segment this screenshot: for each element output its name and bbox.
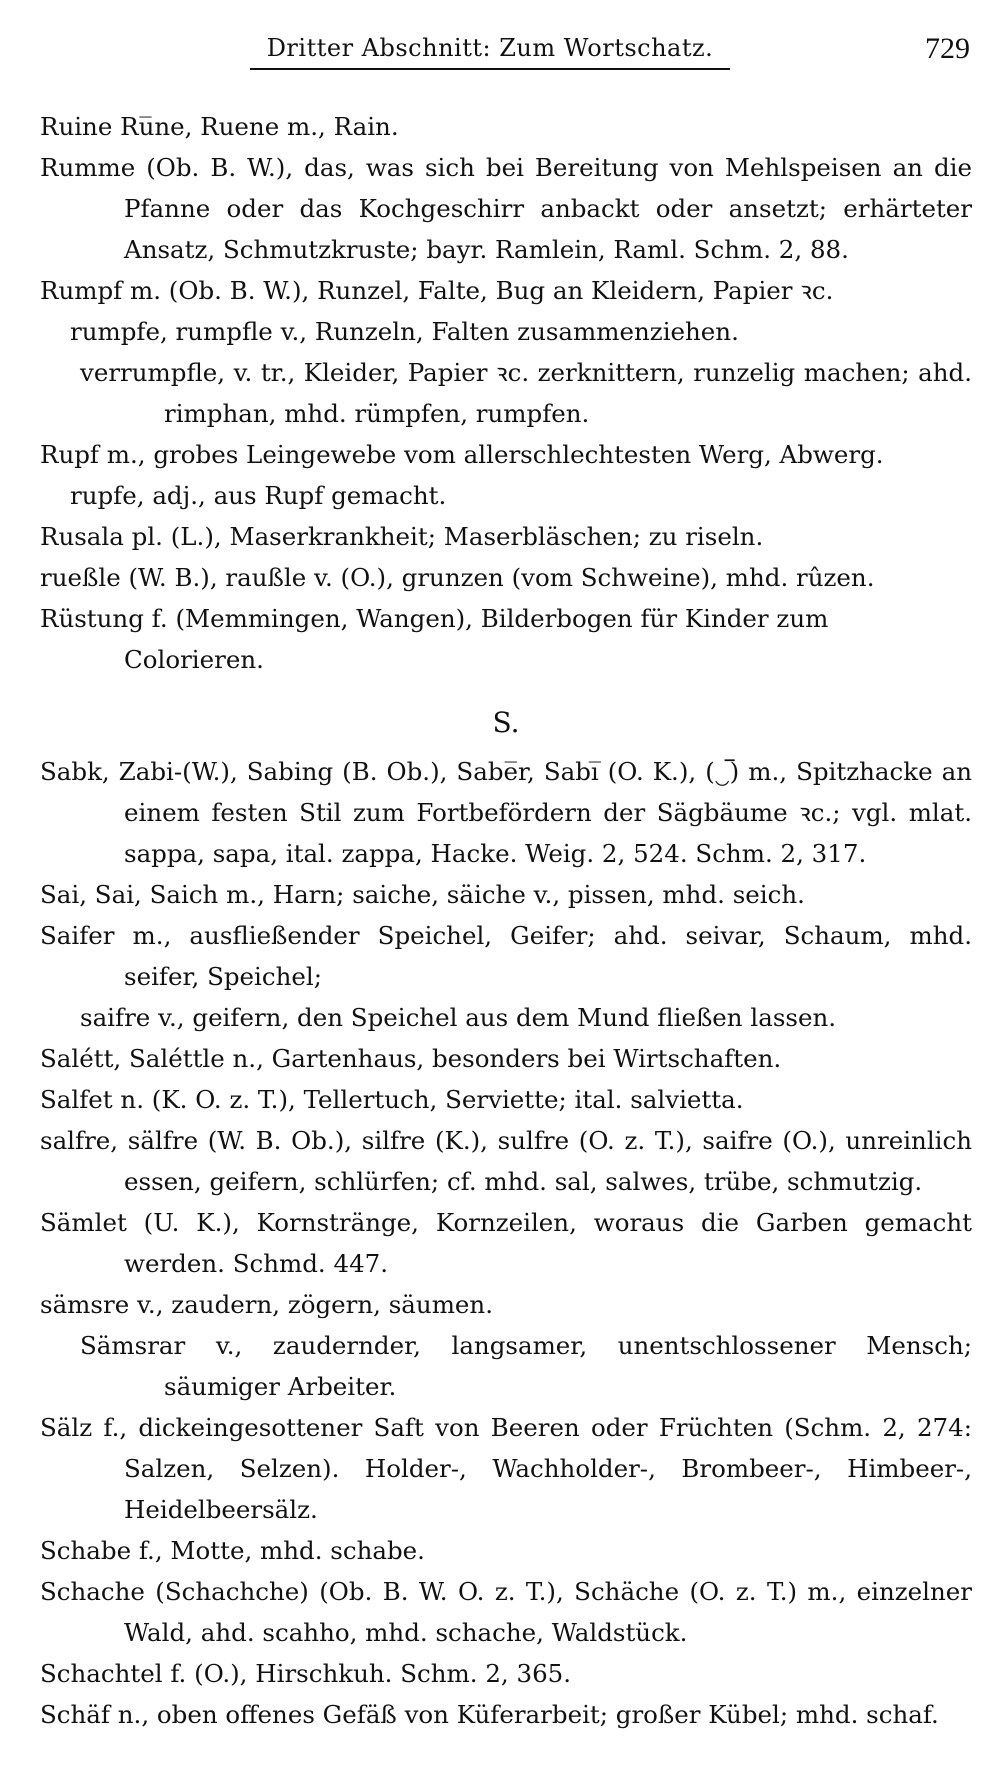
entry-sabk: Sabk, Zabi-(W.), Sabing (B. Ob.), Sabe̅r, Sabi̅ (O. K.), (‿̅) m., Spitzhacke an einem festen Stil zum Fortbefördern der Sägbäume ꝛc.; vgl. mlat. sappa, sapa, ital. zappa, Hacke. Weig. 2, 524. Schm. 2, 317. bbox=[40, 757, 972, 868]
subentry-verrumpfle: verrumpfle, v. tr., Kleider, Papier ꝛc. zerknittern, runzelig machen; ahd. rimphan, mhd. rümpfen, rumpfen. bbox=[80, 358, 972, 428]
subentry-saifre: saifre v., geifern, den Speichel aus dem Mund fließen lassen. bbox=[80, 1003, 837, 1032]
entry-salfet: Salfet n. (K. O. z. T.), Tellertuch, Serviette; ital. salvietta. bbox=[40, 1085, 744, 1114]
entry-rumpf: Rumpf m. (Ob. B. W.), Runzel, Falte, Bug an Kleidern, Papier ꝛc. bbox=[40, 276, 834, 305]
section-letter-s: S. bbox=[492, 706, 520, 739]
subentry-rumpfe: rumpfe, rumpfle v., Runzeln, Falten zusammenziehen. bbox=[70, 317, 739, 346]
running-title: Dritter Abschnitt: Zum Wortschatz. bbox=[250, 34, 730, 70]
entry-schabe: Schabe f., Motte, mhd. schabe. bbox=[40, 1536, 425, 1565]
entry-saifer: Saifer m., ausfließender Speichel, Geifer; ahd. seivar, Schaum, mhd. seifer, Speichel; bbox=[40, 921, 972, 991]
entry-schachtel: Schachtel f. (O.), Hirschkuh. Schm. 2, 365. bbox=[40, 1659, 572, 1688]
page-number: 729 bbox=[925, 32, 970, 65]
entry-ruine: Ruine Ru̅ne, Ruene m., Rain. bbox=[40, 112, 399, 141]
entry-ruestung: Rüstung f. (Memmingen, Wangen), Bilderbogen für Kinder zum Colorieren. bbox=[40, 604, 829, 674]
entry-saelz: Sälz f., dickeingesottener Saft von Beeren oder Früchten (Schm. 2, 274: Salzen, Selzen). Holder-, Wachholder-, Brombeer-, Himbeer-, Heidelbeersälz. bbox=[40, 1413, 972, 1524]
entry-rusala: Rusala pl. (L.), Maserkrankheit; Maserbläschen; zu riseln. bbox=[40, 522, 764, 551]
subentry-rupfe: rupfe, adj., aus Rupf gemacht. bbox=[70, 481, 447, 510]
entry-ruessle: rueßle (W. B.), raußle v. (O.), grunzen (vom Schweine), mhd. rûzen. bbox=[40, 563, 875, 592]
entry-saemsre: sämsre v., zaudern, zögern, säumen. bbox=[40, 1290, 493, 1319]
subentry-saemsrar: Sämsrar v., zaudernder, langsamer, unentschlossener Mensch; säumiger Arbeiter. bbox=[80, 1331, 972, 1401]
entry-salfre: salfre, sälfre (W. B. Ob.), silfre (K.), sulfre (O. z. T.), saifre (O.), unreinlich essen, geifern, schlürfen; cf. mhd. sal, salwes, trübe, schmutzig. bbox=[40, 1126, 972, 1196]
entry-schaef: Schäf n., oben offenes Gefäß von Küferarbeit; großer Kübel; mhd. schaf. bbox=[40, 1700, 939, 1729]
entry-schache: Schache (Schachche) (Ob. B. W. O. z. T.), Schäche (O. z. T.) m., einzelner Wald, ahd. scahho, mhd. schache, Waldstück. bbox=[40, 1577, 972, 1647]
entry-salett: Salétt, Saléttle n., Gartenhaus, besonders bei Wirtschaften. bbox=[40, 1044, 782, 1073]
entry-rumme: Rumme (Ob. B. W.), das, was sich bei Bereitung von Mehlspeisen an die Pfanne oder das Kochgeschirr anbackt oder ansetzt; erhärteter Ansatz, Schmutzkruste; bayr. Ramlein, Raml. Schm. 2, 88. bbox=[40, 153, 972, 264]
entry-rupf: Rupf m., grobes Leingewebe vom allerschlechtesten Werg, Abwerg. bbox=[40, 440, 884, 469]
entry-saemlet: Sämlet (U. K.), Kornstränge, Kornzeilen, woraus die Garben gemacht werden. Schmd. 447. bbox=[40, 1208, 972, 1278]
entry-sai: Sai, Sai, Saich m., Harn; saiche, säiche v., pissen, mhd. seich. bbox=[40, 880, 805, 909]
entry-list bbox=[40, 106, 972, 1735]
